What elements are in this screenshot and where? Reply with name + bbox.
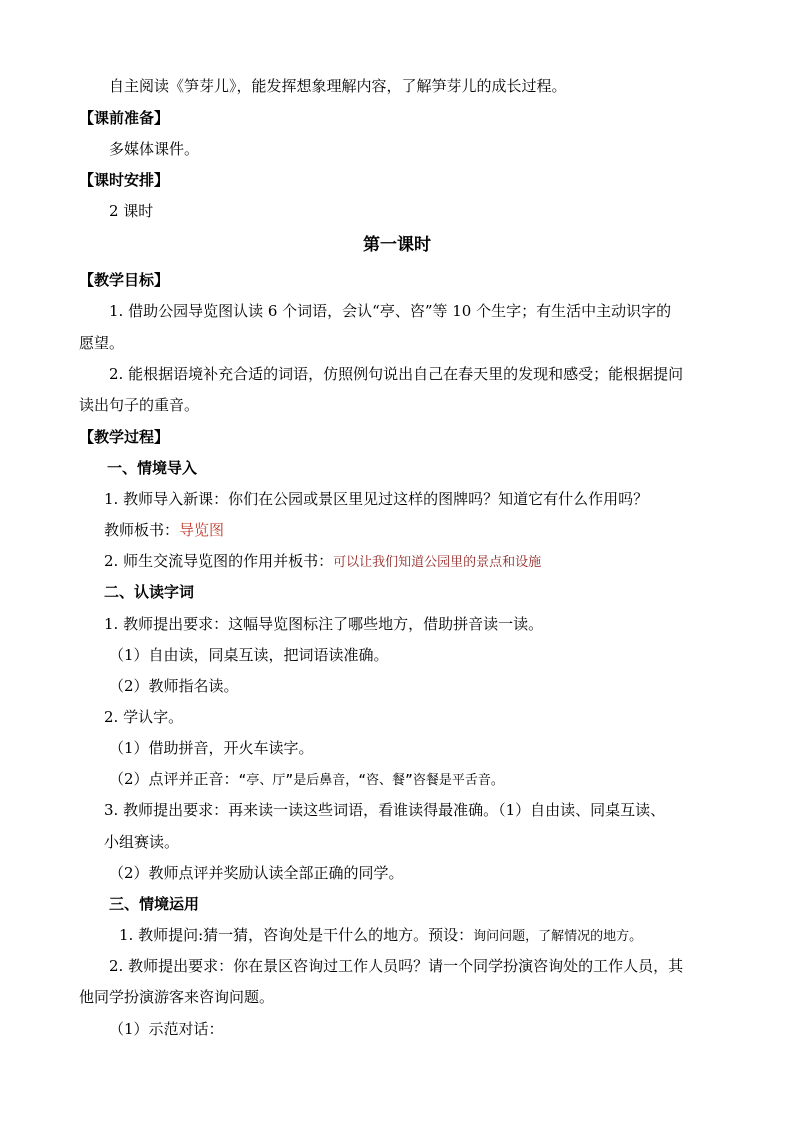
item-2b-label: （2）点评并正音： bbox=[109, 770, 239, 788]
heading-goals: 【教学目标】 bbox=[79, 271, 170, 289]
goal-2-line-1: 2. 能根据语境补充合适的词语，仿照例句说出自己在春天里的发现和感受；能根据提问 bbox=[109, 365, 684, 383]
goal-1-line-1: 1. 借助公园导览图认读 6 个词语，会认“亭、咨”等 10 个生字；有生活中主动识字的 bbox=[109, 302, 672, 320]
goal-2-line-2: 读出句子的重音。 bbox=[79, 396, 200, 414]
goal-1-line-2: 愿望。 bbox=[79, 334, 125, 352]
schedule-text: 2 课时 bbox=[109, 202, 154, 220]
section-1-item-2 bbox=[104, 551, 541, 573]
prep-text: 多媒体课件。 bbox=[109, 140, 200, 158]
section-3-item-2-line-2: 他同学扮演游客来咨询问题。 bbox=[79, 988, 275, 1006]
item-3-1-label: 1. 教师提问:猜一猜，咨询处是干什么的地方。预设： bbox=[119, 926, 474, 944]
section-2-item-1b: （2）教师指名读。 bbox=[109, 677, 239, 695]
heading-schedule: 【课时安排】 bbox=[79, 171, 170, 189]
section-1-title: 一、情境导入 bbox=[107, 459, 198, 477]
section-3-item-2c: （1）示范对话： bbox=[109, 1020, 224, 1038]
section-2-item-3-line-1: 3. 教师提出要求：再来读一读这些词语，看谁读得最准确。（1）自由读、同桌互读、 bbox=[104, 801, 666, 819]
board-label: 教师板书： bbox=[104, 521, 180, 539]
lesson-title: 第一课时 bbox=[363, 235, 431, 255]
section-2-item-2b bbox=[109, 769, 504, 791]
section-2-item-1: 1. 教师提出要求：这幅导览图标注了哪些地方，借助拼音读一读。 bbox=[104, 615, 544, 633]
intro-text: 自主阅读《笋芽儿》，能发挥想象理解内容，了解笋芽儿的成长过程。 bbox=[109, 77, 567, 95]
item-2b-value: “亭、厅”是后鼻音，“咨、餐”咨餐是平舌音。 bbox=[238, 773, 504, 788]
heading-process: 【教学过程】 bbox=[79, 428, 170, 446]
section-2-title: 二、认读字词 bbox=[104, 583, 195, 601]
section-2-item-3-line-2: 小组赛读。 bbox=[104, 833, 180, 851]
section-2-item-3c: （2）教师点评并奖励认读全部正确的同学。 bbox=[109, 864, 404, 882]
section-3-item-1 bbox=[119, 925, 642, 947]
section-2-item-2a: （1）借助拼音，开火车读字。 bbox=[109, 739, 314, 757]
item-2-board-value: 可以让我们知道公园里的景点和设施 bbox=[333, 555, 542, 570]
section-3-title: 三、情境运用 bbox=[109, 895, 200, 913]
section-2-item-2: 2. 学认字。 bbox=[104, 708, 184, 726]
board-value: 导览图 bbox=[179, 521, 225, 539]
item-2-label: 2. 师生交流导览图的作用并板书： bbox=[104, 552, 334, 570]
section-3-item-2-line-1: 2. 教师提出要求：你在景区咨询过工作人员吗？请一个同学扮演咨询处的工作人员，其 bbox=[109, 957, 684, 975]
section-1-item-1: 1. 教师导入新课：你们在公园或景区里见过这样的图牌吗？知道它有什么作用吗？ bbox=[104, 490, 649, 508]
item-3-1-value: 询问问题，了解情况的地方。 bbox=[473, 929, 643, 944]
section-2-item-1a: （1）自由读，同桌互读，把词语读准确。 bbox=[109, 646, 389, 664]
heading-prep: 【课前准备】 bbox=[79, 109, 170, 127]
section-1-board bbox=[104, 520, 224, 540]
